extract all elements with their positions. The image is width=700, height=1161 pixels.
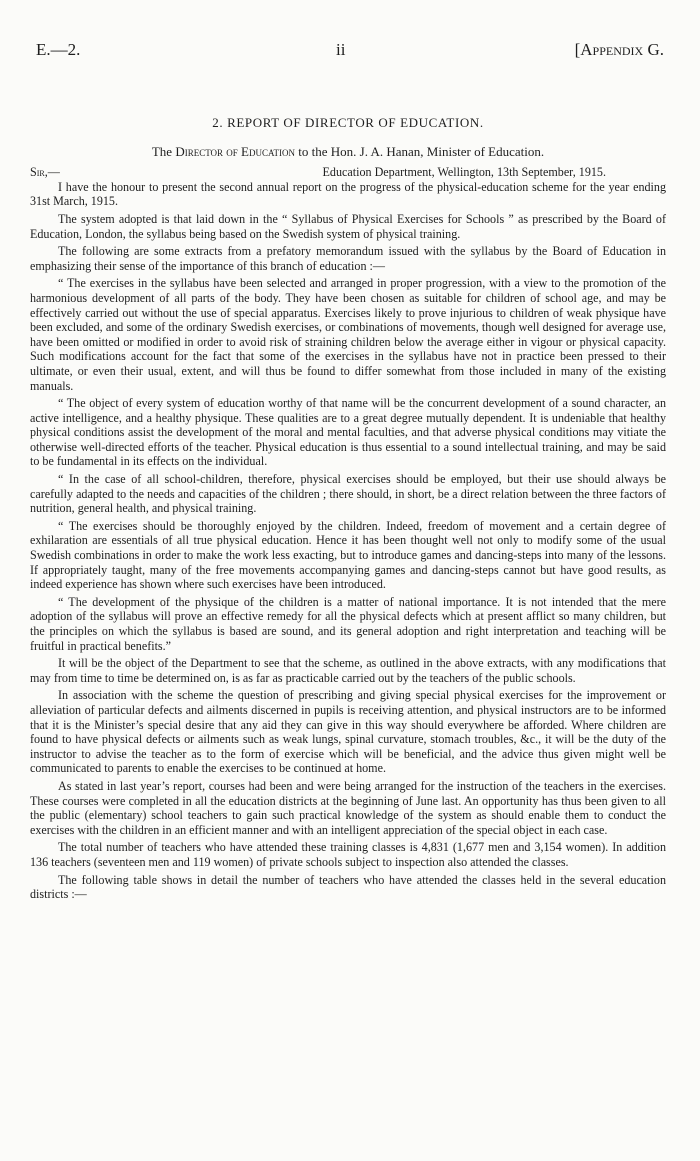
quoted-paragraph: “ In the case of all school-children, therefore, physical exercises should be employed, but their use should always be carefully adapted to the needs and capacities of the children ; there should, in short, be a direct relation between the three factors of nutrition, general health, and physical training. — [30, 472, 666, 516]
paragraph: The total number of teachers who have attended these training classes is 4,831 (1,677 men and 3,154 women). In addition 136 teachers (seventeen men and 119 women) of private schools subject to inspection also attended the classes. — [30, 840, 666, 869]
paragraph: The system adopted is that laid down in the “ Syllabus of Physical Exercises for Schools ” as prescribed by the Board of Education, London, the syllabus being based on the Swedish system of physical training. — [30, 211, 666, 241]
paragraph: In association with the scheme the question of prescribing and giving special physical exercises for the improvement or alleviation of particular defects and ailments discerned in pupils is receiving attention, and physical instructors are to be informed that it is the Minister’s special desire that any aid they can give in this way should everywhere be afforded. Where children are found to have physical defects or ailments such as weak lungs, spinal curvature, stomach troubles, &c., it will be the duty of the instructor to advise the teacher as to the form of exercise which will be beneficial, and the advice thus given might well be communicated to parents to enable the exercises to be continued at home. — [30, 688, 666, 776]
paragraph: The following table shows in detail the number of teachers who have attended the classes held in the several education districts :— — [30, 872, 666, 902]
report-title: 2. REPORT OF DIRECTOR OF EDUCATION. — [212, 115, 484, 130]
quoted-paragraph: “ The development of the physique of the children is a matter of national importance. It is not intended that the mere adoption of the syllabus will prove an effective remedy for all the physical defects which at present afflict so many children, but the principles on which the syllabus is based are sound, and its general adoption and right interpretation and teaching will be fruitful in practical benefits.” — [30, 594, 666, 653]
salutation: Sir,— — [30, 165, 60, 180]
address-director: Director of Education — [175, 143, 295, 159]
paragraph: It will be the object of the Department to see that the scheme, as outlined in the above extracts, with any modifications that may from time to time be determined on, is as far as practicable carried out by the teachers of the public schools. — [30, 656, 666, 685]
dateline: Education Department, Wellington, 13th September, 1915. — [322, 165, 606, 180]
paragraph: The following are some extracts from a prefatory memorandum issued with the syllabus by the Board of Education in emphasizing their sense of the importance of this branch of education :— — [30, 244, 666, 273]
quoted-paragraph: “ The exercises in the syllabus have been selected and arranged in proper progression, with a view to the promotion of the harmonious development of all parts of the body. They have been chosen as suitable for children of school age, and may be effectively carried out without the use of special apparatus. Exercises likely to prove injurious to children of weak physique have been excluded, and some of the ordinary Swedish exercises, or combinations of movements, though well designed for average use, have been omitted or modified in order to avoid risk of straining children below the average either in vigour or physical capacity. Such modifications account for the fact that some of the exercises in the syllabus have not in practice been pressed to their ultimate, or even their usual, extent, and will thus be found to differ somewhat from those included in many of the existing manuals. — [30, 276, 666, 393]
paragraph: I have the honour to present the second annual report on the progress of the physical-education scheme for the year ending 31st March, 1915. — [30, 179, 666, 209]
page-number: ii — [336, 40, 346, 59]
page-ref: E.—2. — [36, 40, 81, 59]
address-prefix: The — [151, 143, 173, 159]
salutation-line — [30, 165, 666, 180]
quoted-paragraph: “ The object of every system of education worthy of that name will be the concurrent development of a sound character, an active intelligence, and a healthy physique. These qualities are to a great degree mutually dependent. It is undeniable that healthy physical conditions assist the development of the moral and mental faculties, and that adverse physical conditions may vitiate the otherwise well-directed efforts of the teacher. Physical education is thus essential to a sound intellectual training, and may be said to be fundamental in its effects on the individual. — [30, 396, 666, 469]
paragraph: As stated in last year’s report, courses had been and were being arranged for the instruction of the teachers in the exercises. These courses were completed in all the education districts at the beginning of June last. An opportunity has thus been given to all the public (elementary) school teachers to gain such practical knowledge of the system as should enable them to conduct the exercises with the children in an efficient manner and with an intelligent appreciation of the special object in each case. — [30, 778, 666, 837]
report-body — [30, 104, 666, 905]
address-line — [30, 145, 666, 160]
appendix-ref: [Appendix G. — [574, 40, 664, 59]
address-recipient: to the Hon. J. A. Hanan, Minister of Education. — [298, 143, 545, 159]
quoted-paragraph: “ The exercises should be thoroughly enjoyed by the children. Indeed, freedom of movement and a certain degree of exhilaration are essentials of all true physical education. Hence it has been thought well not only to modify some of the usual Swedish combinations in order to make the work less exacting, but to introduce games and dancing-steps into many of the lessons. If appropriately taught, many of the free movements accompanying games and dancing-steps cannot but have good results, as indeed experience has shown where such exercises have been introduced. — [30, 518, 666, 592]
